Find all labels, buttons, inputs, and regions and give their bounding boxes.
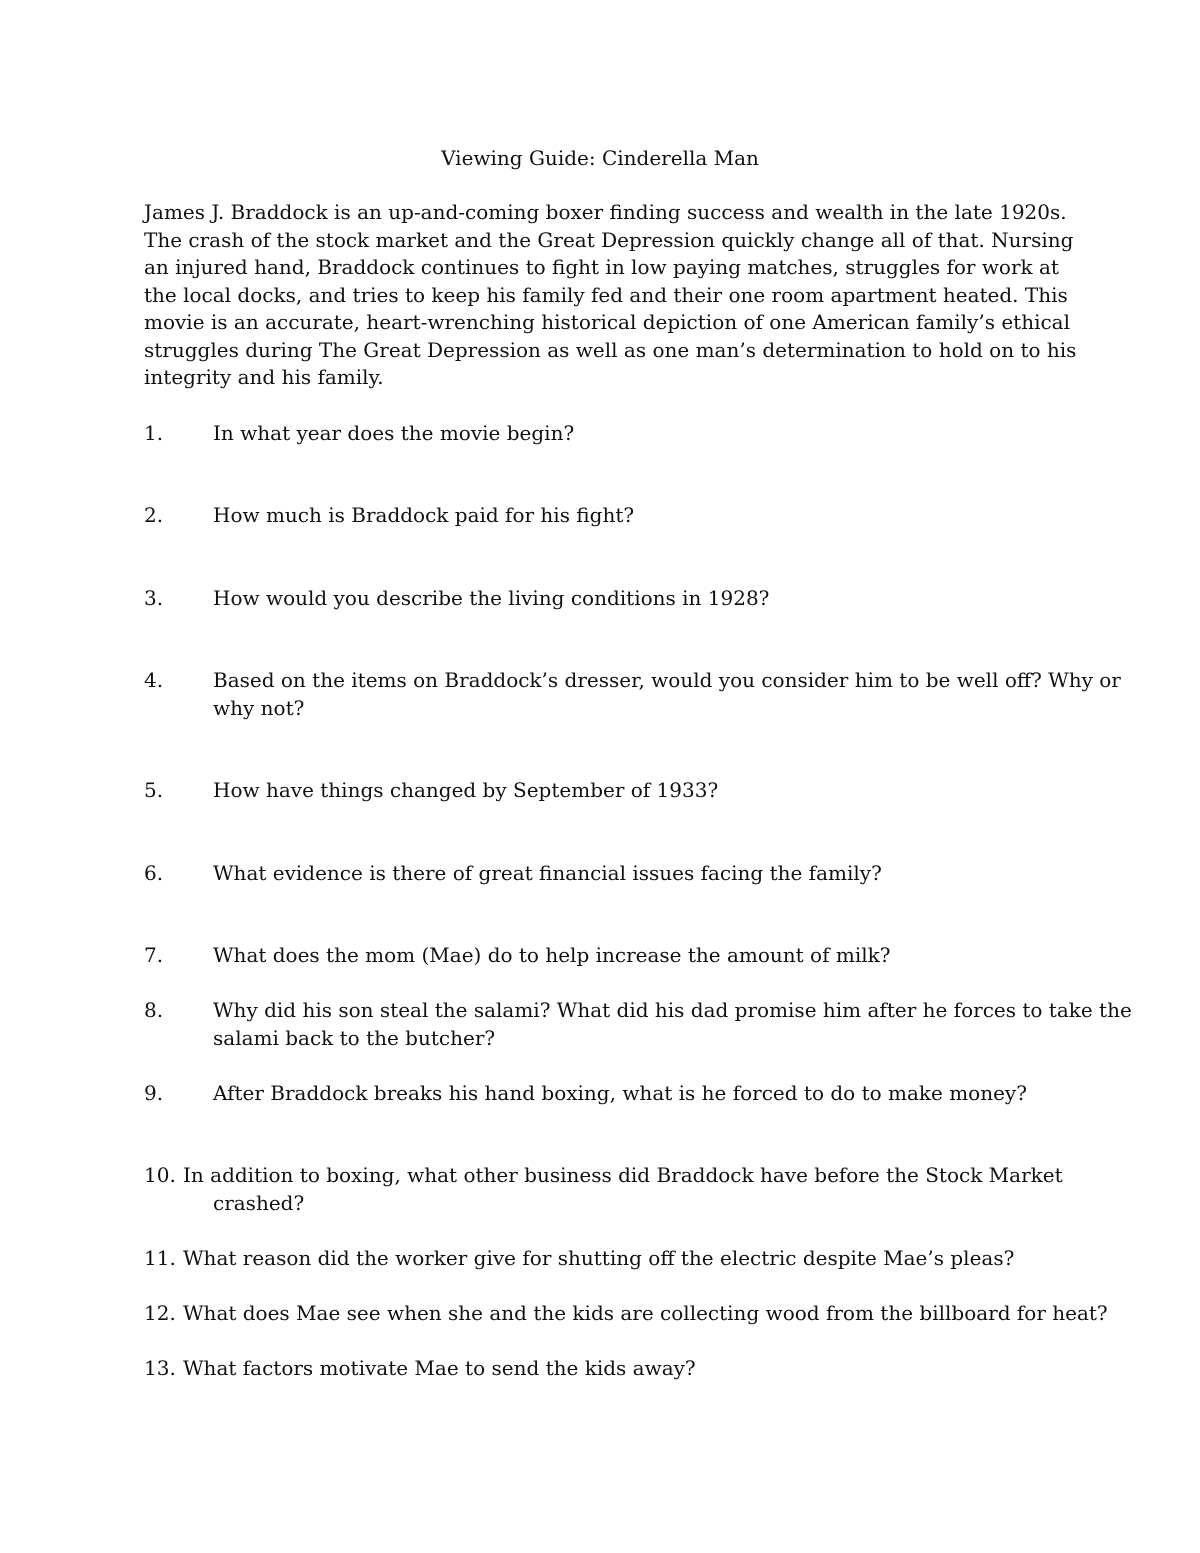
question-item — [144, 1161, 1134, 1217]
question-text: What factors motivate Mae to send the kids away? — [183, 1356, 696, 1380]
question-number: 9. — [144, 1081, 164, 1105]
question-number: 1. — [144, 421, 164, 445]
question-item — [144, 1244, 1134, 1272]
intro-paragraph: James J. Braddock is an up-and-coming boxer finding success and wealth in the late 1920s. The crash of the stock market and the Great Depression quickly change all of that. Nursing an injured hand, Braddock continues to fight in low paying matches, struggles for work at the local docks, and tries to keep his family fed and their one room apartment heated. This movie is an accurate, heart-wrenching historical depiction of one American family’s ethical struggles during The Great Depression as well as one man’s determination to hold on to his integrity and his family. — [144, 200, 1077, 389]
question-item — [144, 501, 1134, 529]
question-text: What reason did the worker give for shutting off the electric despite Mae’s pleas? — [183, 1246, 1015, 1270]
question-text: Based on the items on Braddock’s dresser, would you consider him to be well off? Why or why not? — [213, 668, 1121, 720]
question-item — [144, 941, 1134, 969]
question-item — [144, 666, 1134, 722]
question-text: Why did his son steal the salami? What did his dad promise him after he forces to take the salami back to the butcher? — [213, 998, 1132, 1050]
question-text-continuation: crashed? — [213, 1191, 305, 1215]
question-text-line: In addition to boxing, what other business did Braddock have before the Stock Market — [183, 1163, 1063, 1187]
question-number: 2. — [144, 503, 164, 527]
question-number: 4. — [144, 668, 164, 692]
question-text: How have things changed by September of 1933? — [213, 778, 719, 802]
question-item — [144, 419, 1134, 447]
question-number: 5. — [144, 778, 164, 802]
question-text: How much is Braddock paid for his fight? — [213, 503, 635, 527]
question-number: 11. — [144, 1246, 176, 1270]
question-number: 13. — [144, 1356, 176, 1380]
question-item — [144, 584, 1134, 612]
document-title: Viewing Guide: Cinderella Man — [441, 146, 759, 170]
question-number: 7. — [144, 943, 164, 967]
question-item — [144, 776, 1134, 804]
question-number: 6. — [144, 861, 164, 885]
question-text: In what year does the movie begin? — [213, 421, 575, 445]
question-number: 10. — [144, 1163, 176, 1187]
question-text: What does Mae see when she and the kids are collecting wood from the billboard for heat? — [183, 1301, 1108, 1325]
question-item — [144, 859, 1134, 887]
question-item — [144, 996, 1134, 1052]
question-text: What does the mom (Mae) do to help increase the amount of milk? — [213, 943, 891, 967]
question-number: 3. — [144, 586, 164, 610]
question-text — [183, 1161, 1134, 1217]
question-number: 12. — [144, 1301, 176, 1325]
question-item — [144, 1079, 1134, 1107]
question-text: After Braddock breaks his hand boxing, what is he forced to do to make money? — [213, 1081, 1027, 1105]
question-item — [144, 1299, 1134, 1327]
question-text: How would you describe the living conditions in 1928? — [213, 586, 770, 610]
question-number: 8. — [144, 998, 164, 1022]
question-text: What evidence is there of great financial issues facing the family? — [213, 861, 882, 885]
question-item — [144, 1354, 1134, 1382]
